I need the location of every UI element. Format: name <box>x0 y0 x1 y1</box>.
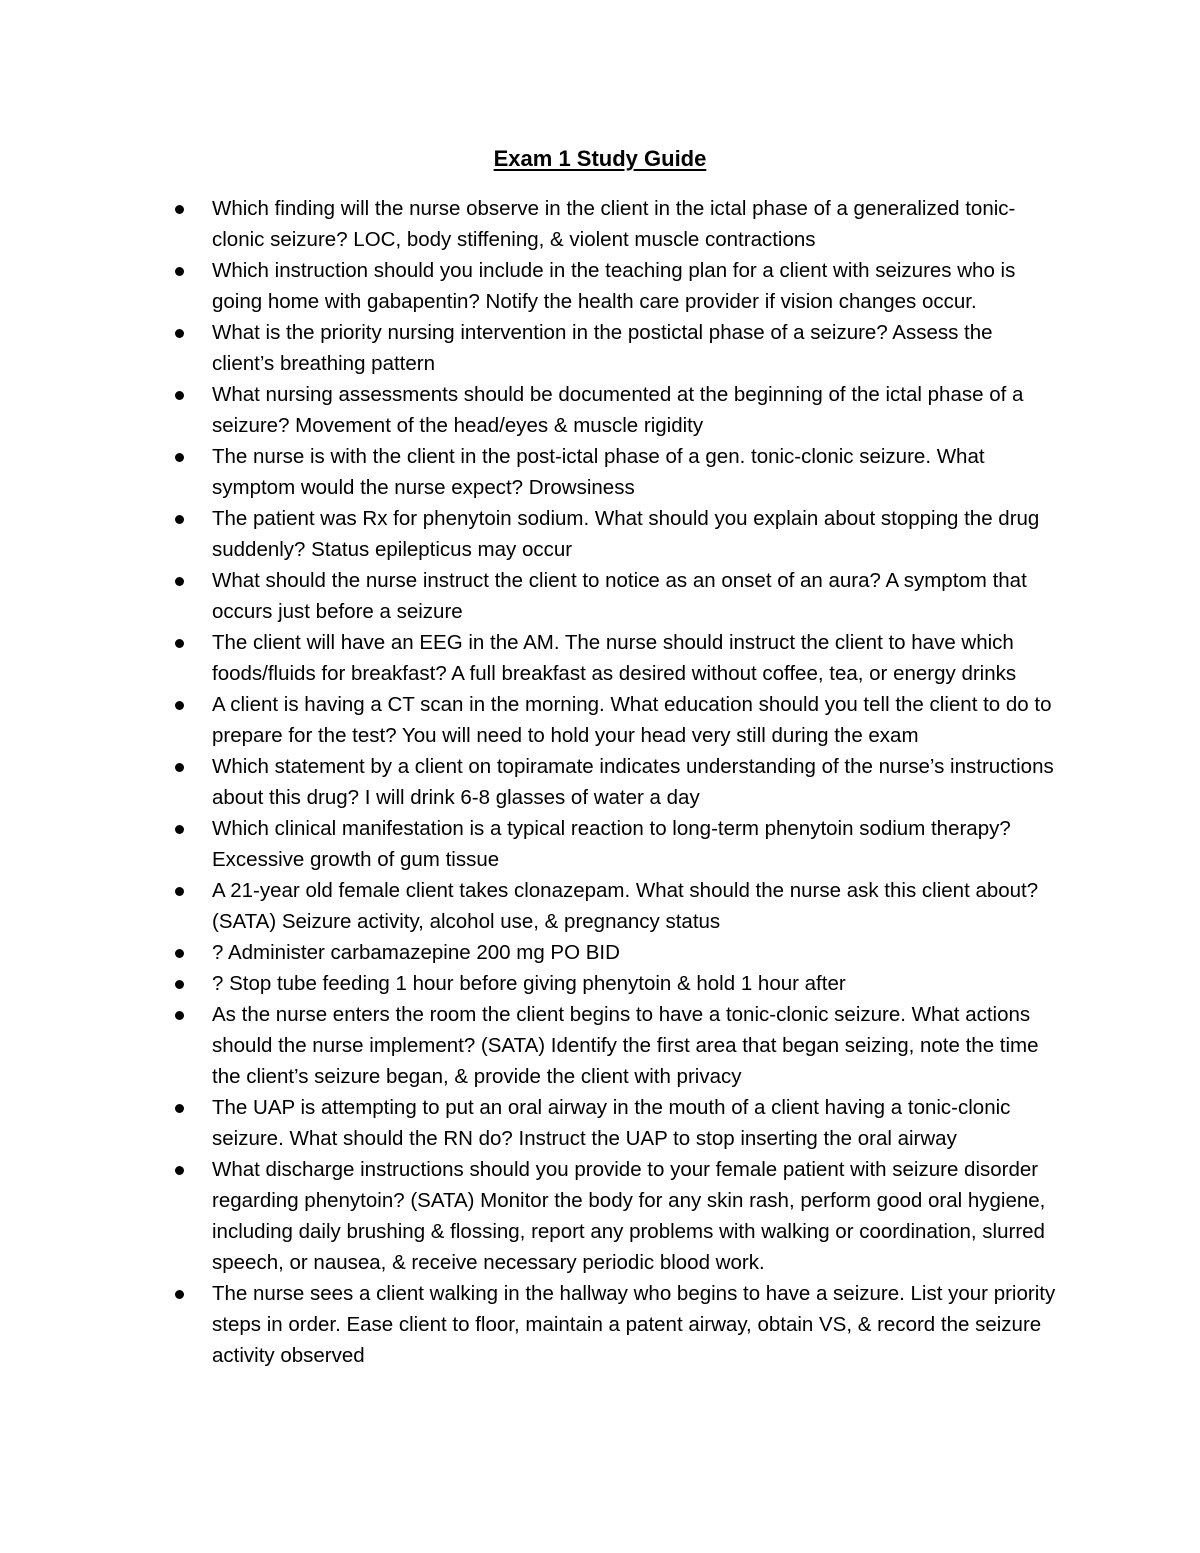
bullet-icon <box>175 205 184 214</box>
bullet-icon <box>175 267 184 276</box>
list-item-text: A 21-year old female client takes clonazepam. What should the nurse ask this client about? (SATA) Seizure activity, alcohol use, & pregnancy status <box>212 879 1039 933</box>
list-item <box>0 751 1200 813</box>
list-item-text: The client will have an EEG in the AM. The nurse should instruct the client to have which foods/fluids for breakfast? A full breakfast as desired without coffee, tea, or energy drinks <box>212 631 1017 685</box>
list-item-text: The UAP is attempting to put an oral airway in the mouth of a client having a tonic-clonic seizure. What should the RN do? Instruct the UAP to stop inserting the oral airway <box>212 1096 1011 1150</box>
bullet-icon <box>175 1166 184 1175</box>
list-item-text: Which clinical manifestation is a typical reaction to long-term phenytoin sodium therapy? Excessive growth of gum tissue <box>212 817 1011 871</box>
list-item-text: Which finding will the nurse observe in the client in the ictal phase of a generalized tonic-clonic seizure? LOC, body stiffening, & violent muscle contractions <box>212 197 1016 251</box>
list-item <box>0 565 1200 627</box>
bullet-icon <box>175 453 184 462</box>
list-item <box>0 441 1200 503</box>
bullet-icon <box>175 1011 184 1020</box>
bullet-icon <box>175 949 184 958</box>
list-item-text: What discharge instructions should you provide to your female patient with seizure disorder regarding phenytoin? (SATA) Monitor the body for any skin rash, perform good oral hygiene, including daily brushing & flossing, report any problems with walking or coordination, slurred speech, or nausea, & receive necessary periodic blood work. <box>212 1158 1046 1274</box>
list-item <box>0 689 1200 751</box>
bullet-icon <box>175 639 184 648</box>
list-item-text: A client is having a CT scan in the morning. What education should you tell the client to do to prepare for the test? You will need to hold your head very still during the exam <box>212 693 1052 747</box>
list-item-text: Which instruction should you include in the teaching plan for a client with seizures who is going home with gabapentin? Notify the health care provider if vision changes occur. <box>212 259 1016 313</box>
list-item <box>0 193 1200 255</box>
page-title: Exam 1 Study Guide <box>493 146 707 171</box>
bullet-icon <box>175 887 184 896</box>
list-item-text: As the nurse enters the room the client begins to have a tonic-clonic seizure. What actions should the nurse implement? (SATA) Identify the first area that began seizing, note the time the client’s seizure began, & provide the client with privacy <box>212 1003 1039 1088</box>
list-item <box>0 1154 1200 1278</box>
list-item <box>0 999 1200 1092</box>
list-item-text: Which statement by a client on topiramate indicates understanding of the nurse’s instructions about this drug? I will drink 6-8 glasses of water a day <box>212 755 1054 809</box>
list-item <box>0 627 1200 689</box>
bullet-icon <box>175 763 184 772</box>
list-item <box>0 968 1200 999</box>
list-item <box>0 875 1200 937</box>
list-item-text: ? Administer carbamazepine 200 mg PO BID <box>212 941 620 964</box>
list-item <box>0 1278 1200 1371</box>
bullet-icon <box>175 515 184 524</box>
list-item-text: ? Stop tube feeding 1 hour before giving phenytoin & hold 1 hour after <box>212 972 846 995</box>
bullet-icon <box>175 391 184 400</box>
list-item <box>0 1092 1200 1154</box>
bullet-icon <box>175 980 184 989</box>
list-item <box>0 255 1200 317</box>
bullet-icon <box>175 329 184 338</box>
bullet-icon <box>175 577 184 586</box>
bullet-icon <box>175 825 184 834</box>
list-item-text: What is the priority nursing intervention in the postictal phase of a seizure? Assess the client’s breathing pattern <box>212 321 993 375</box>
list-item-text: The nurse sees a client walking in the hallway who begins to have a seizure. List your priority steps in order. Ease client to floor, maintain a patent airway, obtain VS, & record the seizure activity observed <box>212 1282 1056 1367</box>
bullet-icon <box>175 701 184 710</box>
list-item <box>0 813 1200 875</box>
list-item-text: The patient was Rx for phenytoin sodium. What should you explain about stopping the drug suddenly? Status epilepticus may occur <box>212 507 1040 561</box>
list-item <box>0 379 1200 441</box>
list-item <box>0 937 1200 968</box>
list-item-text: What nursing assessments should be documented at the beginning of the ictal phase of a seizure? Movement of the head/eyes & muscle rigidity <box>212 383 1024 437</box>
study-guide-list <box>0 193 1200 1371</box>
list-item-text: What should the nurse instruct the client to notice as an onset of an aura? A symptom that occurs just before a seizure <box>212 569 1027 623</box>
list-item <box>0 317 1200 379</box>
bullet-icon <box>175 1104 184 1113</box>
list-item <box>0 503 1200 565</box>
list-item-text: The nurse is with the client in the post-ictal phase of a gen. tonic-clonic seizure. What symptom would the nurse expect? Drowsiness <box>212 445 985 499</box>
bullet-icon <box>175 1290 184 1299</box>
